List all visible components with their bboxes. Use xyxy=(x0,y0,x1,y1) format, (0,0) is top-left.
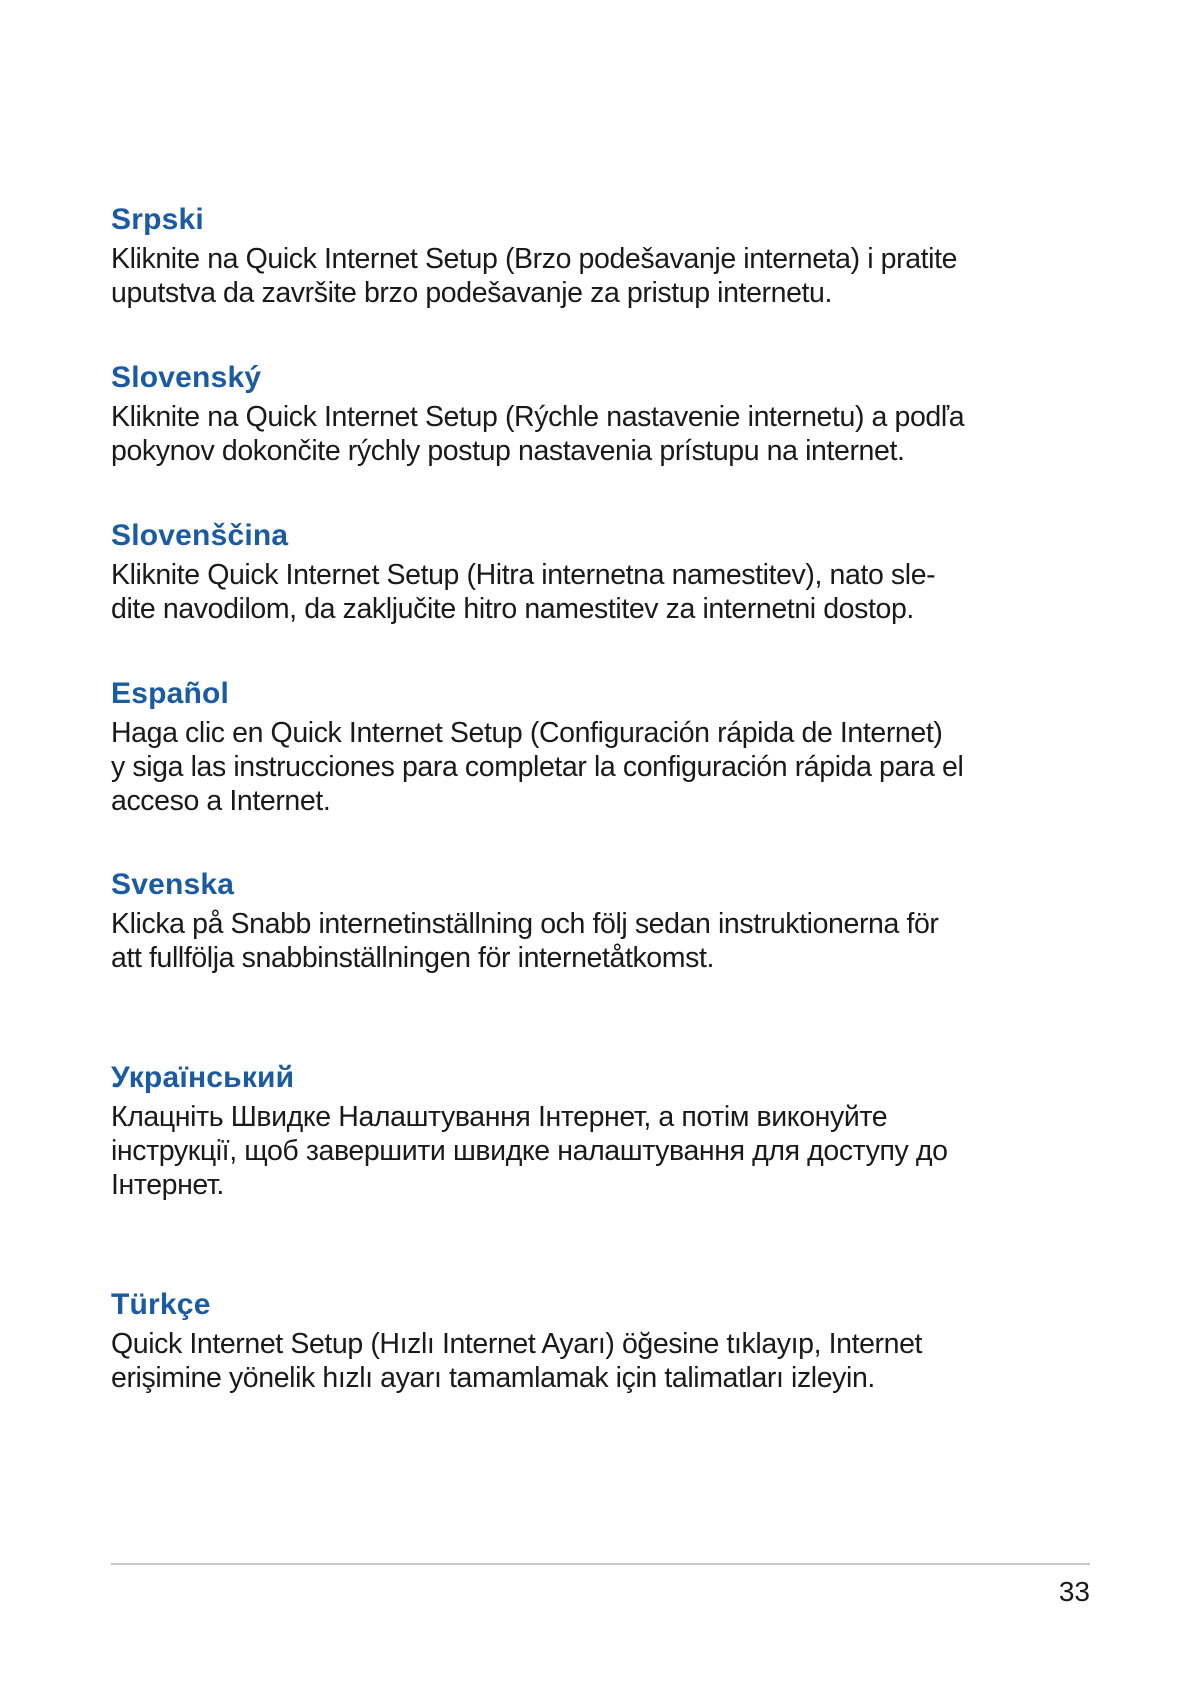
body-line: erişimine yönelik hızlı ayarı tamamlamak için talimatları izleyin. xyxy=(111,1362,875,1394)
body-line: acceso a Internet. xyxy=(111,785,331,817)
section-heading: Slovenščina xyxy=(111,519,289,552)
section-body xyxy=(111,400,1101,468)
section-heading: Український xyxy=(111,1061,295,1094)
body-line: Клацніть Швидке Налаштування Інтернет, а потім виконуйте xyxy=(111,1101,888,1133)
body-line: pokynov dokončite rýchly postup nastavenia prístupu na internet. xyxy=(111,435,905,467)
section-srpski xyxy=(111,202,1101,310)
body-line: інструкції, щоб завершити швидке налаштування для доступу до xyxy=(111,1135,948,1167)
body-line: Kliknite Quick Internet Setup (Hitra internetna namestitev), nato sle- xyxy=(111,559,936,591)
body-line: Quick Internet Setup (Hızlı Internet Ayarı) öğesine tıklayıp, Internet xyxy=(111,1328,923,1360)
section-svenska xyxy=(111,867,1101,975)
section-body xyxy=(111,907,1101,975)
body-line: Kliknite na Quick Internet Setup (Rýchle nastavenie internetu) a podľa xyxy=(111,401,965,433)
body-line: att fullfölja snabbinställningen för internetåtkomst. xyxy=(111,942,714,974)
section-slovensky xyxy=(111,360,1101,468)
section-body xyxy=(111,716,1101,818)
body-line: uputstva da završite brzo podešavanje za pristup internetu. xyxy=(111,277,833,309)
section-slovenscina xyxy=(111,518,1101,626)
section-heading: Español xyxy=(111,677,230,710)
page-number: 33 xyxy=(1058,1576,1090,1607)
section-heading: Srpski xyxy=(111,203,204,236)
body-line: Haga clic en Quick Internet Setup (Configuración rápida de Internet) xyxy=(111,717,943,749)
body-line: Інтернет. xyxy=(111,1169,224,1201)
section-heading: Svenska xyxy=(111,868,235,901)
section-heading: Türkçe xyxy=(111,1288,211,1321)
body-line: Kliknite na Quick Internet Setup (Brzo podešavanje interneta) i pratite xyxy=(111,243,958,275)
section-body xyxy=(111,242,1101,310)
footer-divider xyxy=(111,1563,1090,1565)
section-body xyxy=(111,1100,1101,1202)
section-body xyxy=(111,558,1101,626)
body-line: dite navodilom, da zaključite hitro namestitev za internetni dostop. xyxy=(111,593,914,625)
section-body xyxy=(111,1327,1101,1395)
section-heading: Slovenský xyxy=(111,361,262,394)
section-ukrainian xyxy=(111,1060,1101,1202)
section-espanol xyxy=(111,676,1101,818)
section-turkce xyxy=(111,1287,1101,1395)
body-line: Klicka på Snabb internetinställning och följ sedan instruktionerna för xyxy=(111,908,939,940)
body-line: y siga las instrucciones para completar la configuración rápida para el xyxy=(111,751,964,783)
